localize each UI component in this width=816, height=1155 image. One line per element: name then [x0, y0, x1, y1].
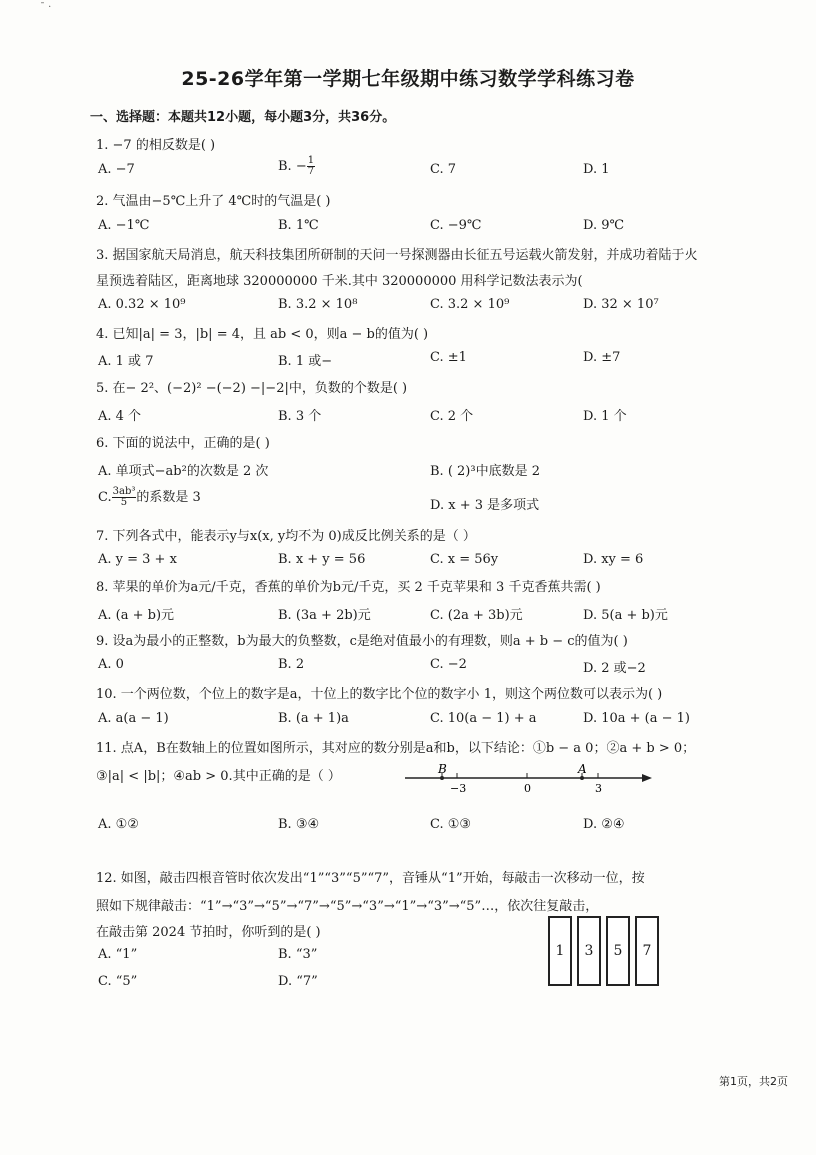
- option-7a: A. y = 3 + x: [98, 552, 177, 567]
- question-7: 7. 下列各式中，能表示y与x(x, y均不为 0)成反比例关系的是（ ）: [96, 529, 476, 544]
- point-B: [440, 776, 444, 780]
- option-10c: C. 10(a − 1) + a: [430, 711, 537, 726]
- option-5d: D. 1 个: [583, 409, 627, 424]
- option-9d: D. 2 或−2: [583, 661, 646, 676]
- option-1c: C. 7: [430, 162, 457, 177]
- option-11d: D. ②④: [583, 817, 625, 832]
- question-12-line3: 在敲击第 2024 节拍时，你听到的是( ): [96, 925, 321, 940]
- option-7b: B. x + y = 56: [278, 552, 366, 567]
- question-12: 12. 如图，敲击四根音管时依次发出“1”“3”“5”“7”，音锤从“1”开始，每敲击一次移动一位，按: [96, 871, 645, 886]
- tube-1: 1: [548, 916, 572, 986]
- question-1: 1. −7 的相反数是( ): [96, 138, 216, 153]
- question-8: 8. 苹果的单价为a元/千克，香蕉的单价为b元/千克，买 2 千克苹果和 3 千克香蕉共需( ): [96, 580, 601, 595]
- option-3b: B. 3.2 × 10⁸: [278, 297, 358, 312]
- option-4a: A. 1 或 7: [98, 354, 154, 369]
- question-11-line2: ③|a| < |b|；④ab > 0.其中正确的是（ ）: [96, 769, 341, 784]
- number-line: [400, 764, 660, 800]
- label-B: B: [438, 764, 447, 776]
- option-11a: A. ①②: [98, 817, 139, 832]
- option-6d: D. x + 3 是多项式: [430, 498, 540, 513]
- tube-7: 7: [635, 916, 659, 986]
- tube-3: 3: [577, 916, 601, 986]
- option-9a: A. 0: [98, 657, 124, 672]
- label-A: A: [578, 764, 587, 776]
- option-8d: D. 5(a + b)元: [583, 608, 668, 623]
- option-2d: D. 9℃: [583, 218, 625, 233]
- option-10d: D. 10a + (a − 1): [583, 711, 690, 726]
- question-9: 9. 设a为最小的正整数，b为最大的负整数，c是绝对值最小的有理数，则a + b − c的值为( ): [96, 634, 628, 649]
- fraction: $\frac{\text{3ab³}}{5}$: [112, 486, 136, 508]
- tick-label-3: 3: [595, 782, 602, 795]
- option-3a: A. 0.32 × 10⁹: [98, 297, 186, 312]
- option-12a: A. “1”: [98, 947, 138, 962]
- option-9b: B. 2: [278, 657, 305, 672]
- option-4b: B. 1 或−: [278, 354, 333, 369]
- page-title: 25-26学年第一学期七年级期中练习数学学科练习卷: [181, 68, 635, 90]
- question-11: 11. 点A，B在数轴上的位置如图所示，其对应的数分别是a和b，以下结论：①b − a 0；②a + b > 0；: [96, 741, 696, 756]
- option-6c: C. $\frac{\text{3ab³}}{5}$ 的系数是 3: [98, 486, 201, 508]
- option-2a: A. −1℃: [98, 218, 150, 233]
- option-2b: B. 1℃: [278, 218, 319, 233]
- option-10a: A. a(a − 1): [98, 711, 169, 726]
- option-12c: C. “5”: [98, 974, 138, 989]
- option-11c: C. ①③: [430, 817, 472, 832]
- question-4: 4. 已知|a| = 3，|b| = 4，且 ab < 0，则a − b的值为( ): [96, 327, 429, 342]
- option-9c: C. −2: [430, 657, 467, 672]
- arrow-right-icon: [642, 774, 652, 782]
- tick-label-0: 0: [524, 782, 531, 795]
- option-7c: C. x = 56y: [430, 552, 499, 567]
- question-10: 10. 一个两位数，个位上的数字是a，十位上的数字比个位的数字小 1，则这个两位数可以表示为( ): [96, 687, 663, 702]
- option-7d: D. xy = 6: [583, 552, 644, 567]
- option-1b: B. − $\frac{1}{7}$: [278, 155, 315, 177]
- option-5b: B. 3 个: [278, 409, 322, 424]
- option-1a: A. −7: [98, 162, 135, 177]
- option-3d: D. 32 × 10⁷: [583, 297, 659, 312]
- option-10b: B. (a + 1)a: [278, 711, 349, 726]
- tick-label-neg3: −3: [450, 782, 467, 795]
- music-tubes-figure: [548, 916, 660, 988]
- option-8c: C. (2a + 3b)元: [430, 608, 523, 623]
- tube-5: 5: [606, 916, 630, 986]
- question-12-line2: 照如下规律敲击：“1”→“3”→“5”→“7”→“5”→“3”→“1”→“3”→“5”…，依次往复敲击，: [96, 899, 599, 914]
- option-4c: C. ±1: [430, 350, 467, 365]
- point-A: [580, 776, 584, 780]
- option-8a: A. (a + b)元: [98, 608, 175, 623]
- question-3-line2: 星预选着陆区，距离地球 320000000 千米.其中 320000000 用科学记数法表示为(: [96, 274, 583, 289]
- option-1d: D. 1: [583, 162, 610, 177]
- section-heading: 一、选择题：本题共12小题，每小题3分，共36分。: [90, 110, 396, 125]
- option-11b: B. ③④: [278, 817, 320, 832]
- option-6a: A. 单项式−ab²的次数是 2 次: [98, 464, 269, 479]
- option-5a: A. 4 个: [98, 409, 142, 424]
- option-2c: C. −9℃: [430, 218, 482, 233]
- scan-mark: ¯ ·: [40, 2, 52, 13]
- option-4d: D. ±7: [583, 350, 621, 365]
- option-6b: B. ( 2)³中底数是 2: [430, 464, 540, 479]
- option-8b: B. (3a + 2b)元: [278, 608, 371, 623]
- question-6: 6. 下面的说法中，正确的是( ): [96, 436, 270, 451]
- question-2: 2. 气温由−5℃上升了 4℃时的气温是( ): [96, 194, 331, 209]
- option-5c: C. 2 个: [430, 409, 474, 424]
- question-5: 5. 在− 2²、(−2)² −(−2) −|−2|中，负数的个数是( ): [96, 381, 408, 396]
- option-12d: D. “7”: [278, 974, 318, 989]
- page-footer: 第1页，共2页: [719, 1075, 788, 1088]
- option-3c: C. 3.2 × 10⁹: [430, 297, 510, 312]
- question-3: 3. 据国家航天局消息，航天科技集团所研制的天问一号探测器由长征五号运载火箭发射，并成功着陆于火: [96, 248, 698, 263]
- fraction: $\frac{1}{7}$: [307, 155, 315, 177]
- option-12b: B. “3”: [278, 947, 318, 962]
